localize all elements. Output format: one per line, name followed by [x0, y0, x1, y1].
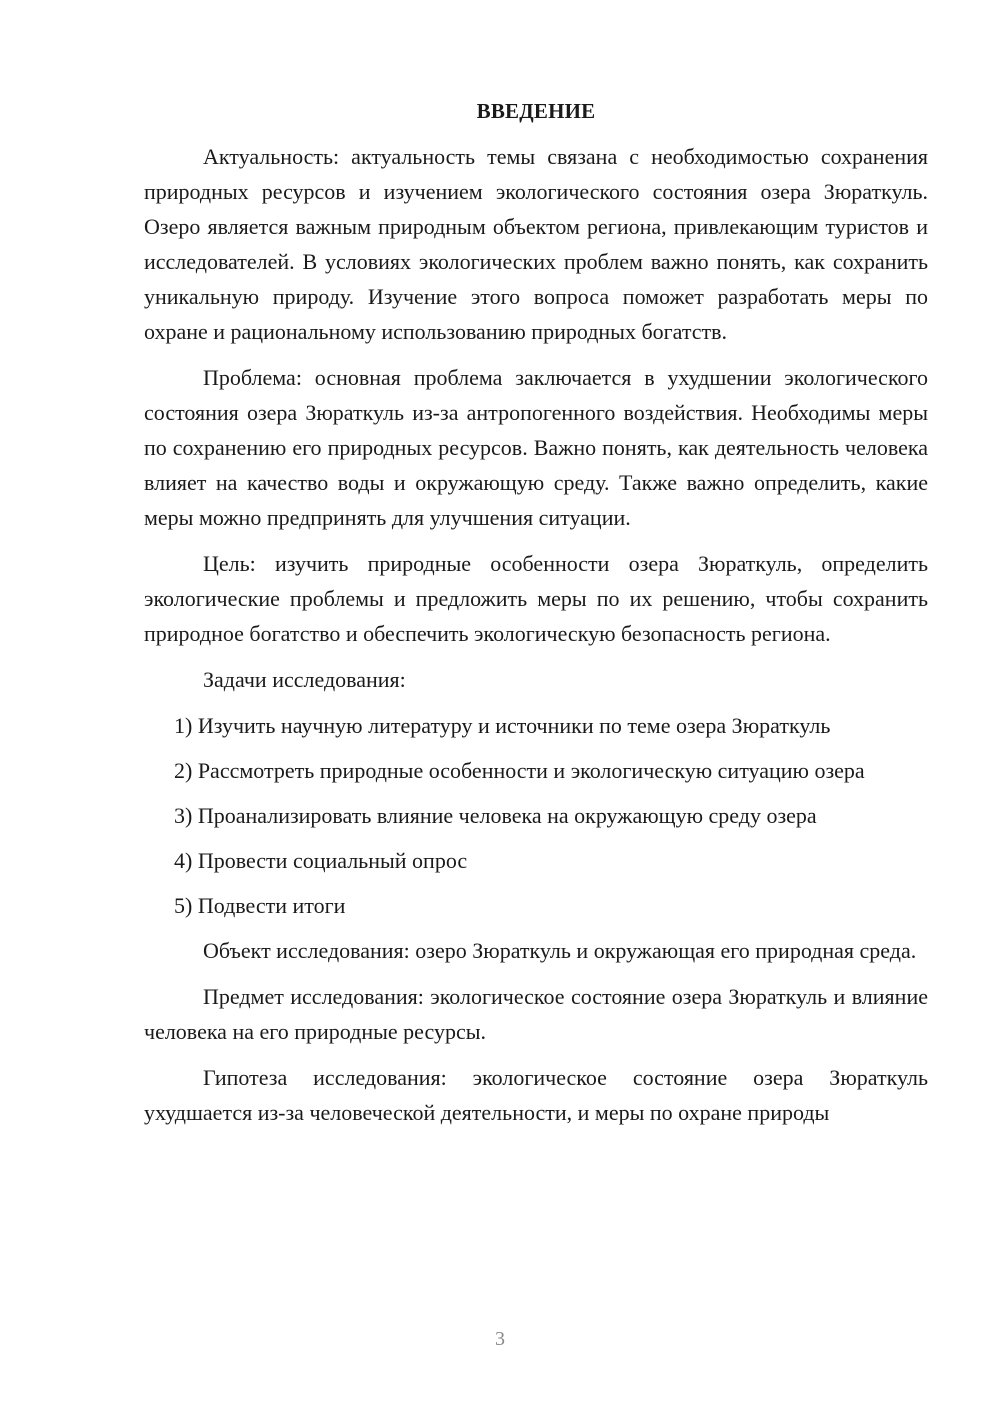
task-item-2: 2) Рассмотреть природные особенности и экологическую ситуацию озера	[174, 758, 865, 783]
section-heading: ВВЕДЕНИЕ	[476, 99, 596, 123]
task-item-4: 4) Провести социальный опрос	[174, 848, 468, 873]
task-item-3: 3) Проанализировать влияние человека на окружающую среду озера	[174, 803, 817, 828]
relevance-paragraph: Актуальность: актуальность темы связана с необходимостью сохранения природных ресурсов и изучением экологического состояния озера Зюраткуль. Озеро является важным природным объектом региона, привлекающим туристов и исследователей. В условиях экологических проблем важно понять, как сохранить уникальную природу. Изучение этого вопроса поможет разработать меры по охране и рациональному использованию природных богатств.	[144, 144, 928, 344]
tasks-heading: Задачи исследования:	[203, 667, 406, 692]
page-number: 3	[495, 1328, 505, 1350]
task-item-5: 5) Подвести итоги	[174, 893, 346, 918]
task-item-1: 1) Изучить научную литературу и источники по теме озера Зюраткуль	[174, 713, 831, 738]
goal-paragraph: Цель: изучить природные особенности озера Зюраткуль, определить экологические проблемы и предложить меры по их решению, чтобы сохранить природное богатство и обеспечить экологическую безопасность региона.	[144, 551, 928, 646]
page-content	[144, 96, 928, 1130]
object-paragraph: Объект исследования: озеро Зюраткуль и окружающая его природная среда.	[203, 938, 917, 963]
hypothesis-paragraph: Гипотеза исследования: экологическое состояние озера Зюраткуль ухудшается из-за человеческой деятельности, и меры по охране природы	[144, 1065, 928, 1125]
subject-paragraph: Предмет исследования: экологическое состояние озера Зюраткуль и влияние человека на его природные ресурсы.	[144, 984, 928, 1044]
problem-paragraph: Проблема: основная проблема заключается в ухудшении экологического состояния озера Зюраткуль из-за антропогенного воздействия. Необходимы меры по сохранению его природных ресурсов. Важно понять, как деятельность человека влияет на качество воды и окружающую среду. Также важно определить, какие меры можно предпринять для улучшения ситуации.	[144, 365, 928, 530]
